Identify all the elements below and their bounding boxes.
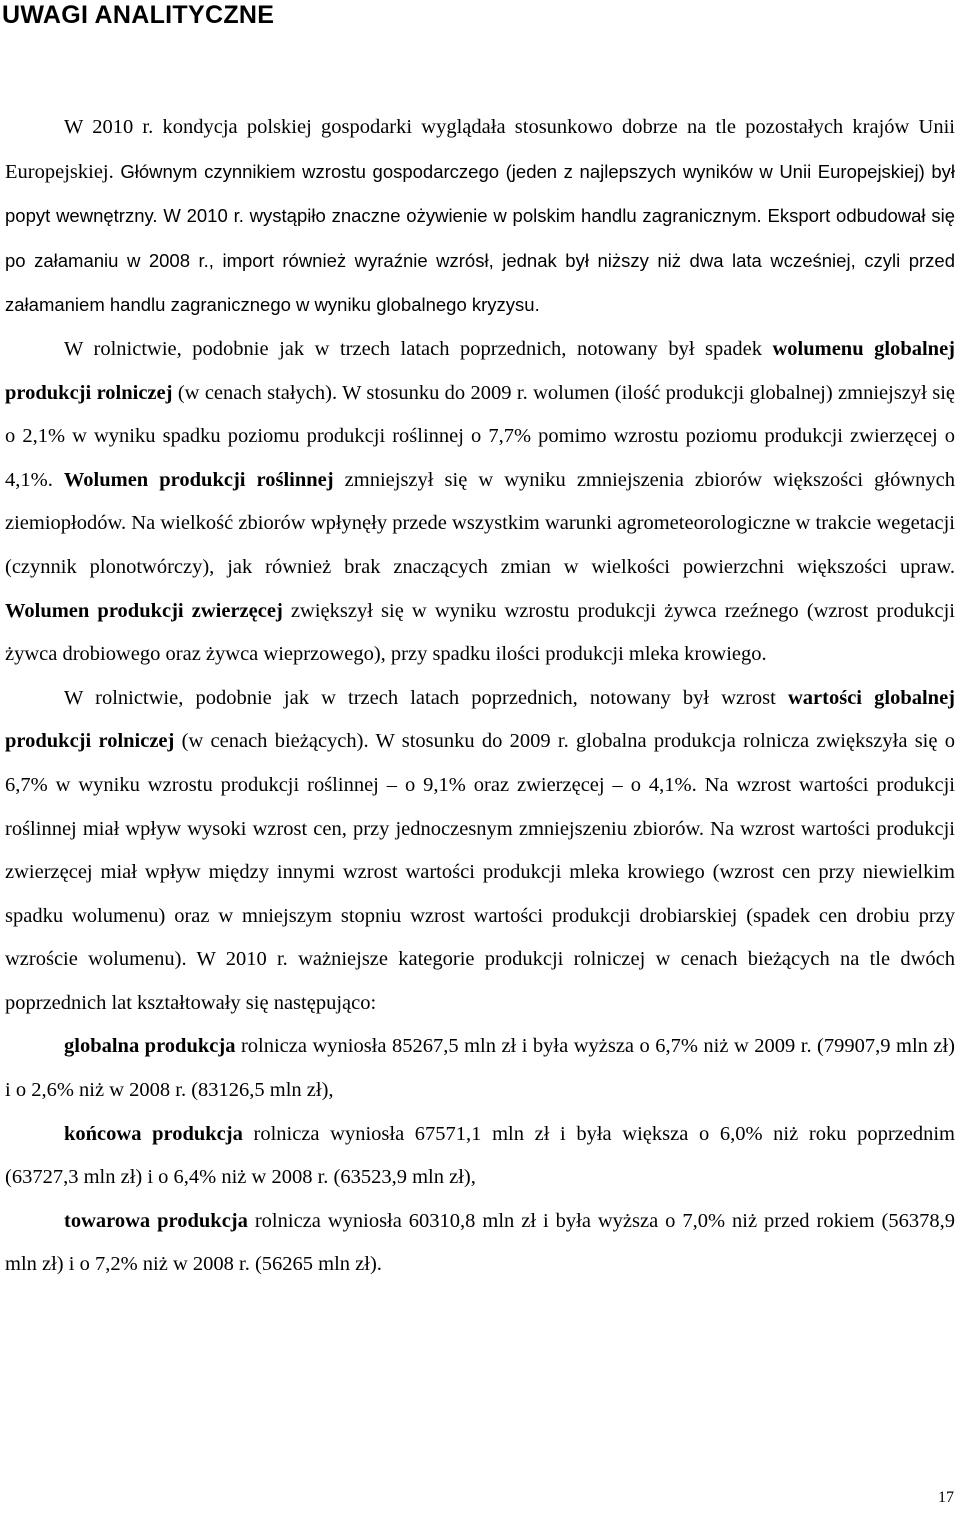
market-production-text: rolnicza wyniosła 60310,8 mln zł i była wyższa o 7,0% niż przed rokiem (56378,9 mln zł) i o 7,2% niż w 2008 r. (56265 mln zł).: [5, 1209, 955, 1276]
paragraph-volume: [5, 328, 955, 677]
paragraph-volume-bold-1: wolumenu globalnej produkcji rolniczej: [5, 337, 956, 404]
paragraph-economy: [5, 106, 955, 328]
page-number: 17: [938, 1489, 954, 1506]
paragraph-volume-text-3: zmniejszył się w wyniku zmniejszenia zbiorów większości głównych ziemiopłodów. Na wielkość zbiorów wpłynęły przede wszystkim warunki agrometeorologiczne w trakcie wegetacji (czynnik plonotwórczy), jak również brak znaczących zmian w wielkości powierzchni większości upraw.: [5, 468, 955, 578]
paragraph-volume-bold-2: Wolumen produkcji roślinnej: [63, 468, 334, 491]
paragraph-volume-text-4: zwiększył się w wyniku wzrostu produkcji żywca rzeźnego (wzrost produkcji żywca drobiowego oraz żywca wieprzowego), przy spadku ilości produkcji mleka krowiego.: [5, 599, 955, 666]
paragraph-volume-bold-3: Wolumen produkcji zwierzęcej: [5, 599, 283, 622]
paragraph-value-bold-1: wartości globalnej produkcji rolniczej: [5, 686, 955, 753]
paragraph-value-text-1: W rolnictwie, podobnie jak w trzech latach poprzednich, notowany był wzrost: [64, 686, 788, 709]
global-production-label: globalna produkcja: [64, 1035, 236, 1058]
document-body: [5, 106, 955, 1287]
global-production-text: rolnicza wyniosła 85267,5 mln zł i była wyższa o 6,7% niż w 2009 r. (79907,9 mln zł) i o 2,6% niż w 2008 r. (83126,5 mln zł),: [5, 1035, 955, 1102]
list-item-market-production: [5, 1200, 955, 1287]
market-production-label: towarowa produkcja: [64, 1209, 248, 1232]
page-heading: UWAGI ANALITYCZNE: [2, 1, 275, 29]
paragraph-value: [5, 677, 955, 1026]
paragraph-volume-text-1: W rolnictwie, podobnie jak w trzech latach poprzednich, notowany był spadek: [64, 337, 773, 360]
paragraph-economy-text-2: Głównym czynnikiem wzrostu gospodarczego (jeden z najlepszych wyników w Unii Europejskiej) był popyt wewnętrzny. W 2010 r. wystąpiło znaczne ożywienie w polskim handlu zagranicznym. Eksport odbudował się po załamaniu w 2008 r., import również wyraźnie wzrósł, jednak był niższy niż dwa lata wcześniej, czyli przed załamaniem handlu zagranicznego w wyniku globalnego kryzysu.: [5, 160, 955, 316]
final-production-text: rolnicza wyniosła 67571,1 mln zł i była większa o 6,0% niż roku poprzednim (63727,3 mln zł) i o 6,4% niż w 2008 r. (63523,9 mln zł),: [5, 1122, 955, 1189]
paragraph-value-text-2: (w cenach bieżących). W stosunku do 2009 r. globalna produkcja rolnicza zwiększyła się o 6,7% w wyniku wzrostu produkcji roślinnej – o 9,1% oraz zwierzęcej – o 4,1%. Na wzrost wartości produkcji roślinnej miał wpływ wysoki wzrost cen, przy jednoczesnym zmniejszeniu zbiorów. Na wzrost wartości produkcji zwierzęcej miał wpływ między innymi wzrost wartości produkcji mleka krowiego (wzrost cen przy niewielkim spadku wolumenu) oraz w mniejszym stopniu wzrost wartości produkcji drobiarskiej (spadek cen drobiu przy wzroście wolumenu). W 2010 r. ważniejsze kategorie produkcji rolniczej w cenach bieżących na tle dwóch poprzednich lat kształtowały się następująco:: [5, 730, 955, 1014]
list-item-final-production: [5, 1113, 955, 1200]
final-production-label: końcowa produkcja: [64, 1122, 243, 1145]
list-item-global-production: [5, 1025, 955, 1112]
paragraph-economy-text-1: W 2010 r. kondycja polskiej gospodarki wyglądała stosunkowo dobrze na tle pozostałych krajów Unii Europejskiej.: [5, 116, 955, 183]
paragraph-volume-text-2: (w cenach stałych). W stosunku do 2009 r. wolumen (ilość produkcji globalnej) zmniejszył się o 2,1% w wyniku spadku poziomu produkcji roślinnej o 7,7% pomimo wzrostu poziomu produkcji zwierzęcej o 4,1%.: [5, 381, 955, 491]
